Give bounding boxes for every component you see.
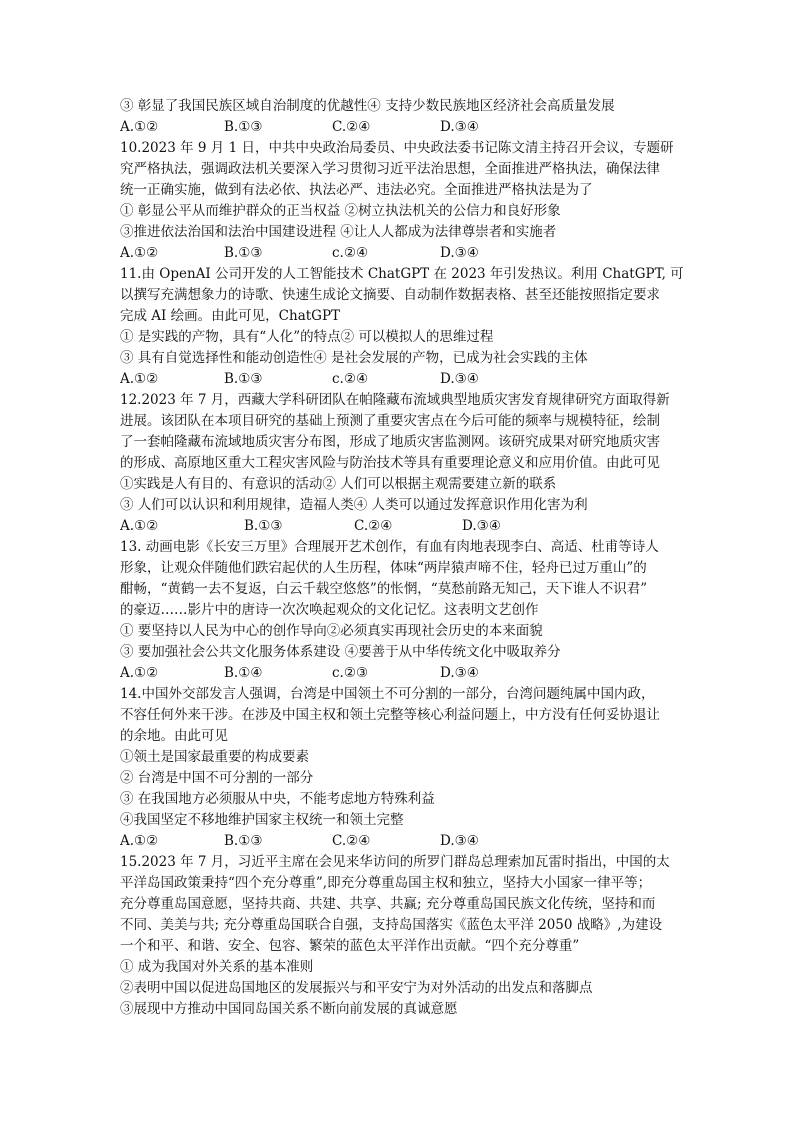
q14-line: ①领土是国家最重要的构成要素 <box>120 749 309 765</box>
q13-line: 酣畅，“黄鹤一去不复返，白云千载空悠悠”的怅惘，“莫愁前路无知己，天下谁人不识君” <box>120 581 648 597</box>
option-b: B.①③ <box>224 833 263 849</box>
q10-line: 究严格执法，强调政法机关要深入学习贯彻习近平法治思想，全面推进严格执法，确保法律 <box>120 161 660 177</box>
q15-line: 15.2023 年 7 月，习近平主席在会见来华访问的所罗门群岛总理索加瓦雷时指出，中国的太 <box>120 854 670 870</box>
option-d: D.③④ <box>440 245 479 261</box>
q14-line: 的余地。由此可见 <box>120 728 228 744</box>
q9-statement-line: ③ 彰显了我国民族区域自治制度的优越性④ 支持少数民族地区经济社会高质量发展 <box>120 98 615 114</box>
q10-line: ③推进依法治国和法治中国建设进程 ④让人人都成为法律尊崇者和实施者 <box>120 224 557 240</box>
option-b: B.①④ <box>224 665 263 681</box>
q13-line: ① 要坚持以人民为中心的创作导向②必须真实再现社会历史的本来面貌 <box>120 623 543 639</box>
q11-line: ③ 具有自觉选择性和能动创造性④ 是社会发展的产物，已成为社会实践的主体 <box>120 350 588 366</box>
option-d: D.③④ <box>440 371 479 387</box>
option-a: A.①② <box>120 665 159 681</box>
option-c: c.②③ <box>332 665 369 681</box>
q12-line: 12.2023 年 7 月，西藏大学科研团队在帕隆藏布流域典型地质灾害发育规律研究方面取得新 <box>120 392 670 408</box>
q14-line: ③ 在我国地方必须服从中央，不能考虑地方特殊利益 <box>120 791 435 807</box>
q14-line: ② 台湾是中国不可分割的一部分 <box>120 770 314 786</box>
option-d: D.③④ <box>462 518 501 534</box>
q14-line: ④我国坚定不移地维护国家主权统一和领土完整 <box>120 812 404 828</box>
q15-line: 不同、美美与共; 充分尊重岛国联合自强，支持岛国落实《蓝色太平洋 2050 战略》,为建设 <box>120 917 663 933</box>
exam-page <box>120 96 684 1020</box>
q10-line: 统一正确实施，做到有法必依、执法必严、违法必究。全面推进严格执法是为了 <box>120 182 593 198</box>
option-b: B.①③ <box>244 518 283 534</box>
q11-line: 以撰写充满想象力的诗歌、快速生成论文摘要、自动制作数据表格、甚至还能按照指定要求 <box>120 287 660 303</box>
q15-line: 充分尊重岛国意愿，坚持共商、共建、共享、共赢; 充分尊重岛国民族文化传统，坚持和而 <box>120 896 656 912</box>
q10-line: 10.2023 年 9 月 1 日，中共中央政治局委员、中央政法委书记陈文清主持召开会议，专题研 <box>120 140 674 156</box>
option-c: c.②④ <box>332 245 369 261</box>
q10-options <box>120 243 680 264</box>
q13-line: 的豪迈……影片中的唐诗一次次唤起观众的文化记忆。这表明文艺创作 <box>120 602 539 618</box>
q13-line: ③ 要加强社会公共文化服务体系建设 ④要善于从中华传统文化中吸取养分 <box>120 644 561 660</box>
q14-line: 不容任何外来干涉。在涉及中国主权和领土完整等核心利益问题上，中方没有任何妥协退让 <box>120 707 660 723</box>
q15-line: 平洋岛国政策秉持“四个充分尊重”,即充分尊重岛国主权和独立，坚持大小国家一律平等； <box>120 875 652 891</box>
q15-line: ③展现中方推动中国同岛国关系不断向前发展的真诚意愿 <box>120 1001 458 1017</box>
option-b: B.①③ <box>224 371 263 387</box>
q12-line: 了一套帕隆藏布流域地质灾害分布图，形成了地质灾害监测网。该研究成果对研究地质灾害 <box>120 434 660 450</box>
q13-line: 13. 动画电影《长安三万里》合理展开艺术创作，有血有肉地表现李白、高适、杜甫等诗人 <box>120 539 659 555</box>
option-a: A.①② <box>120 245 159 261</box>
q10-line: ① 彰显公平从而维护群众的正当权益 ②树立执法机关的公信力和良好形象 <box>120 203 561 219</box>
q15-line: ① 成为我国对外关系的基本准则 <box>120 959 314 975</box>
q12-line: ③ 人们可以认识和利用规律，造福人类④ 人类可以通过发挥意识作用化害为利 <box>120 497 588 513</box>
option-a: A.①② <box>120 371 159 387</box>
option-c: C.②④ <box>354 518 393 534</box>
q12-line: 进展。该团队在本项目研究的基础上预测了重要灾害点在今后可能的频率与规模特征，绘制 <box>120 413 660 429</box>
q14-line: 14.中国外交部发言人强调，台湾是中国领土不可分割的一部分，台湾问题纯属中国内政， <box>120 686 655 702</box>
option-c: C.②④ <box>332 119 371 135</box>
q11-line: 完成 AI 绘画。由此可见，ChatGPT <box>120 308 341 324</box>
q12-line: ①实践是人有目的、有意识的活动② 人们可以根据主观需要建立新的联系 <box>120 476 557 492</box>
q15-line: ②表明中国以促进岛国地区的发展振兴与和平安宁为对外活动的出发点和落脚点 <box>120 980 593 996</box>
option-c: C.②④ <box>332 833 371 849</box>
q11-options <box>120 369 680 390</box>
option-b: B.①③ <box>224 245 263 261</box>
option-c: c.②④ <box>332 371 369 387</box>
q9-options <box>120 117 680 138</box>
option-a: A.①② <box>120 833 159 849</box>
option-a: A.①② <box>120 119 159 135</box>
option-d: D.③④ <box>440 665 479 681</box>
option-b: B.①③ <box>224 119 263 135</box>
option-d: D.③④ <box>440 833 479 849</box>
q11-line: 11.由 OpenAI 公司开发的人工智能技术 ChatGPT 在 2023 年引发热议。利用 ChatGPT, 可 <box>120 266 684 282</box>
q12-options <box>120 516 680 537</box>
option-d: D.③④ <box>440 119 479 135</box>
q15-line: 一个和平、和谐、安全、包容、繁荣的蓝色太平洋作出贡献。“四个充分尊重” <box>120 938 580 954</box>
q13-options <box>120 663 680 684</box>
q14-options <box>120 831 680 852</box>
q12-line: 的形成、高原地区重大工程灾害风险与防治技术等具有重要理论意义和应用价值。由此可见 <box>120 455 660 471</box>
q11-line: ① 是实践的产物，具有“人化”的特点② 可以模拟人的思维过程 <box>120 329 494 345</box>
q13-line: 形象，让观众伴随他们跌宕起伏的人生历程，体味“两岸猿声啼不住，轻舟已过万重山”的 <box>120 560 647 576</box>
option-a: A.①② <box>120 518 159 534</box>
